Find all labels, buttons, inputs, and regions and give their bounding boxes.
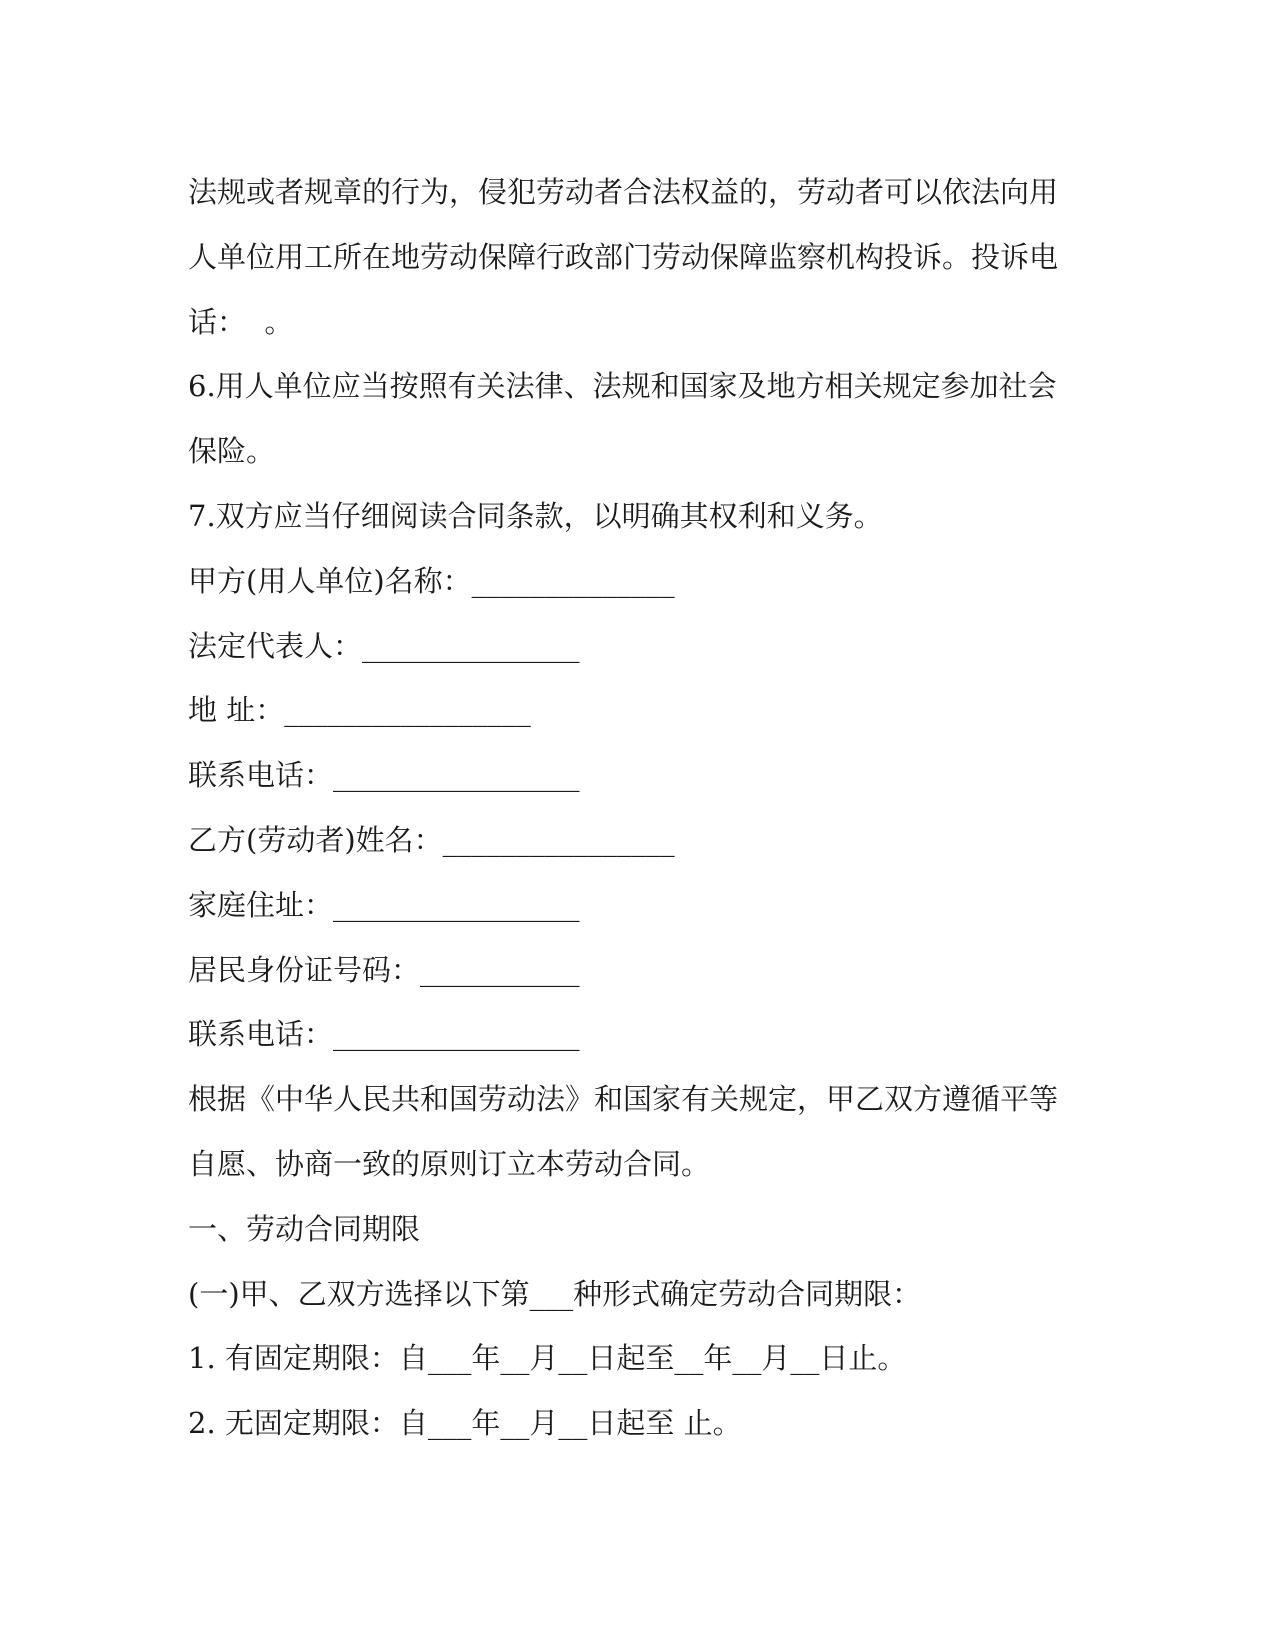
document-body [188, 160, 1068, 1456]
form-field-address: 地 址：_________________ [188, 693, 531, 728]
form-field-id-number: 居民身份证号码：___________ [188, 952, 580, 987]
text-line: (一)甲、乙双方选择以下第___种形式确定劳动合同期限： [188, 1276, 922, 1311]
text-line: 人单位用工所在地劳动保障行政部门劳动保障监察机构投诉。投诉电 [188, 239, 1059, 274]
text-line: 法规或者规章的行为，侵犯劳动者合法权益的，劳动者可以依法向用 [188, 175, 1059, 209]
section-heading: 一、劳动合同期限 [188, 1211, 421, 1246]
text-line: 6.用人单位应当按照有关法律、法规和国家及地方相关规定参加社会 [188, 369, 1057, 404]
form-field-employer-name: 甲方(用人单位)名称：______________ [188, 563, 675, 598]
form-field-employee-phone: 联系电话：_________________ [188, 1017, 580, 1052]
text-line: 7.双方应当仔细阅读合同条款，以明确其权利和义务。 [188, 498, 883, 533]
text-line: 话： 。 [188, 304, 294, 339]
text-line: 2. 无固定期限：自___年__月__日起至 止。 [188, 1406, 742, 1441]
form-field-employee-name: 乙方(劳动者)姓名：________________ [188, 822, 675, 857]
text-line: 根据《中华人民共和国劳动法》和国家有关规定，甲乙双方遵循平等 [188, 1082, 1059, 1117]
form-field-employer-phone: 联系电话：_________________ [188, 758, 580, 793]
text-line: 保险。 [188, 434, 276, 469]
form-field-home-address: 家庭住址：_________________ [188, 887, 580, 922]
text-line: 1. 有固定期限：自___年__月__日起至__年__月__日止。 [188, 1341, 907, 1376]
form-field-legal-representative: 法定代表人：_______________ [188, 628, 580, 663]
text-line: 自愿、协商一致的原则订立本劳动合同。 [188, 1146, 711, 1181]
